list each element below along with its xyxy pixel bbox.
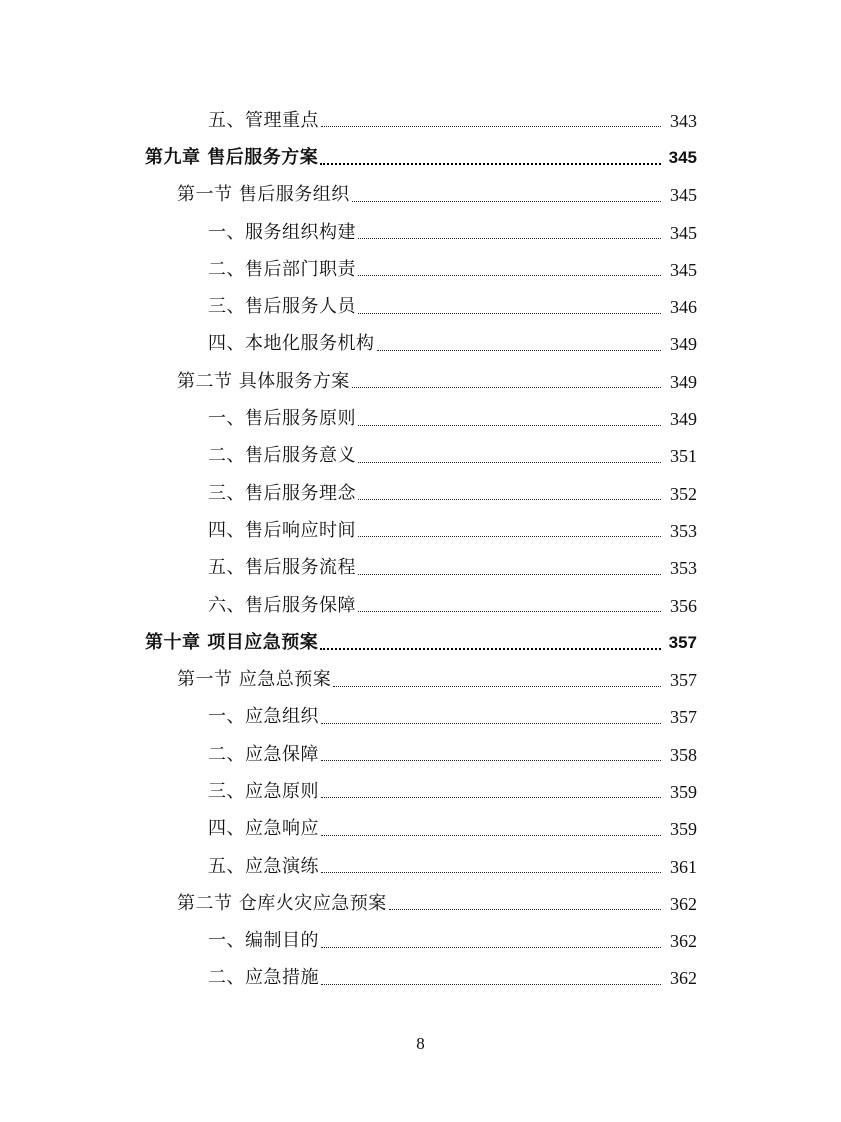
toc-entry-title: 二、售后部门职责	[208, 258, 356, 280]
table-of-contents	[0, 102, 841, 997]
toc-entry-page: 345	[670, 259, 697, 280]
dot-leader	[358, 611, 661, 612]
toc-entry[interactable]	[0, 960, 841, 997]
toc-entry-title: 第一节 应急总预案	[177, 669, 332, 691]
toc-entry-title: 一、应急组织	[208, 706, 319, 728]
toc-entry-title: 第九章 售后服务方案	[145, 146, 319, 168]
dot-leader	[321, 760, 661, 761]
toc-entry-page: 352	[670, 483, 697, 504]
toc-entry-page: 353	[670, 520, 697, 541]
toc-entry[interactable]	[0, 587, 841, 624]
toc-entry-title: 一、售后服务原则	[208, 408, 356, 430]
toc-entry-title: 五、应急演练	[208, 855, 319, 877]
toc-entry-page: 343	[670, 110, 697, 131]
toc-entry-title: 二、应急措施	[208, 967, 319, 989]
toc-entry[interactable]	[0, 251, 841, 288]
dot-leader	[358, 536, 661, 537]
dot-leader	[321, 126, 661, 127]
dot-leader	[352, 201, 661, 202]
toc-entry-title: 四、应急响应	[208, 818, 319, 840]
dot-leader	[377, 350, 662, 351]
toc-entry-title: 第十章 项目应急预案	[145, 631, 319, 653]
dot-leader	[321, 723, 661, 724]
toc-entry-page: 349	[670, 371, 697, 392]
toc-entry-page: 362	[670, 968, 697, 989]
toc-entry-title: 六、售后服务保障	[208, 594, 356, 616]
toc-entry-title: 四、售后响应时间	[208, 519, 356, 541]
dot-leader	[321, 872, 661, 873]
toc-entry-page: 361	[670, 856, 697, 877]
toc-entry-page: 357	[668, 633, 697, 653]
dot-leader	[320, 163, 661, 165]
toc-entry[interactable]	[0, 848, 841, 885]
dot-leader	[321, 835, 661, 836]
toc-entry-page: 345	[670, 185, 697, 206]
toc-entry[interactable]	[0, 736, 841, 773]
dot-leader	[321, 797, 661, 798]
toc-entry-page: 358	[670, 744, 697, 765]
page-number: 8	[416, 1034, 425, 1053]
dot-leader	[358, 462, 661, 463]
dot-leader	[358, 425, 661, 426]
toc-entry-page: 346	[670, 297, 697, 318]
toc-entry[interactable]	[0, 512, 841, 549]
toc-entry-page: 351	[670, 446, 697, 467]
toc-section[interactable]	[0, 661, 841, 698]
dot-leader	[358, 275, 661, 276]
toc-section[interactable]	[0, 885, 841, 922]
dot-leader	[358, 499, 661, 500]
dot-leader	[321, 984, 661, 985]
toc-entry-title: 一、编制目的	[208, 930, 319, 952]
toc-entry-title: 二、应急保障	[208, 743, 319, 765]
dot-leader	[333, 686, 661, 687]
toc-entry-title: 一、服务组织构建	[208, 221, 356, 243]
toc-entry-page: 353	[670, 558, 697, 579]
toc-entry-title: 三、售后服务理念	[208, 482, 356, 504]
toc-entry-title: 五、管理重点	[208, 109, 319, 131]
toc-entry[interactable]	[0, 102, 841, 139]
toc-entry-page: 357	[670, 670, 697, 691]
toc-section[interactable]	[0, 177, 841, 214]
toc-entry-page: 349	[670, 334, 697, 355]
toc-entry-page: 362	[670, 931, 697, 952]
dot-leader	[358, 238, 661, 239]
toc-chapter[interactable]	[0, 624, 841, 661]
dot-leader	[358, 313, 661, 314]
toc-entry-title: 三、售后服务人员	[208, 296, 356, 318]
toc-entry[interactable]	[0, 550, 841, 587]
toc-entry[interactable]	[0, 326, 841, 363]
toc-entry-page: 345	[668, 148, 697, 168]
toc-entry[interactable]	[0, 923, 841, 960]
toc-entry-title: 第一节 售后服务组织	[177, 184, 350, 206]
toc-entry-page: 362	[670, 893, 697, 914]
toc-entry-page: 359	[670, 819, 697, 840]
dot-leader	[358, 574, 661, 575]
toc-entry-page: 356	[670, 595, 697, 616]
toc-entry-title: 第二节 仓库火灾应急预案	[177, 892, 387, 914]
toc-entry[interactable]	[0, 214, 841, 251]
toc-entry[interactable]	[0, 475, 841, 512]
toc-entry[interactable]	[0, 438, 841, 475]
toc-entry-page: 359	[670, 781, 697, 802]
toc-entry-page: 345	[670, 222, 697, 243]
toc-entry-title: 四、本地化服务机构	[208, 333, 375, 355]
toc-chapter[interactable]	[0, 139, 841, 176]
toc-entry[interactable]	[0, 400, 841, 437]
dot-leader	[321, 947, 661, 948]
toc-entry[interactable]	[0, 288, 841, 325]
toc-entry-page: 357	[670, 707, 697, 728]
toc-entry-title: 第二节 具体服务方案	[177, 370, 350, 392]
toc-section[interactable]	[0, 363, 841, 400]
dot-leader	[389, 909, 661, 910]
toc-entry-title: 二、售后服务意义	[208, 445, 356, 467]
toc-entry-page: 349	[670, 409, 697, 430]
toc-entry-title: 五、售后服务流程	[208, 557, 356, 579]
toc-entry[interactable]	[0, 699, 841, 736]
toc-entry[interactable]	[0, 773, 841, 810]
dot-leader	[352, 387, 661, 388]
dot-leader	[320, 648, 661, 650]
toc-entry-title: 三、应急原则	[208, 780, 319, 802]
toc-entry[interactable]	[0, 811, 841, 848]
